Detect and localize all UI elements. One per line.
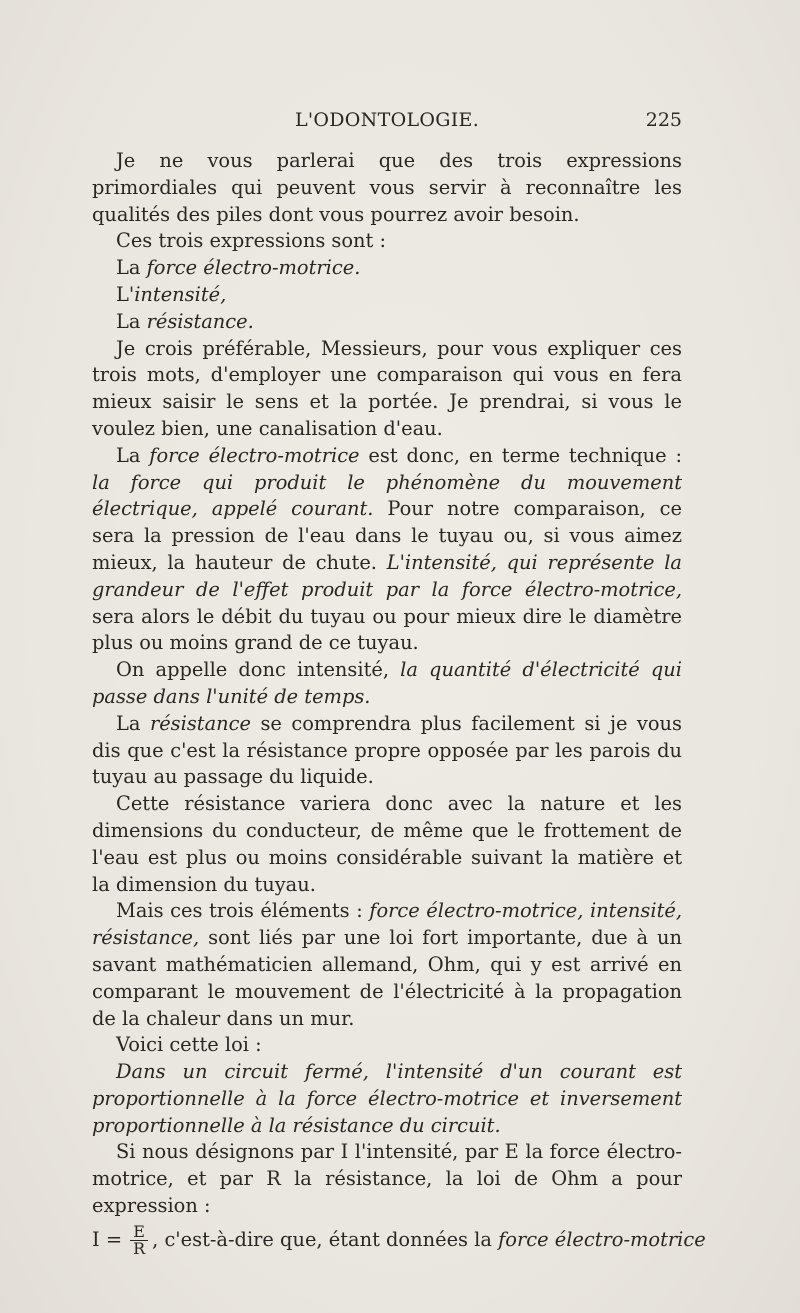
equation-continuation: , c'est-à-dire que, étant données la: [152, 1227, 492, 1251]
paragraph-resistance-variation: Cette résistance variera donc avec la nature et les dimensions du conducteur, de même que le frottement de l'eau est plus ou moins considérable suivant la matière et la dimension du tuyau.: [92, 792, 682, 896]
text-span: On appelle donc intensité,: [116, 658, 390, 682]
list-item-prefix: La: [116, 309, 141, 333]
list-item-term: résistance.: [146, 309, 254, 333]
equation-fraction: [130, 1221, 148, 1258]
paragraph-ohm: [92, 898, 682, 1032]
equation-term: force électro-motrice: [498, 1227, 706, 1251]
paragraph-ohms-law: [92, 1059, 682, 1139]
paragraph-expressions: Ces trois expressions sont :: [116, 229, 387, 253]
list-item-resistance: [92, 309, 682, 336]
text-span: La: [116, 443, 141, 467]
paragraph-notation: Si nous désignons par I l'intensité, par E la force électro-motrice, et par R la résistance, la loi de Ohm a pour expression :: [92, 1140, 682, 1218]
paragraph-intro: Je ne vous parlerai que des trois expressions primordiales qui peuvent vous servir à reconnaître les qualités des piles dont vous pourrez avoir besoin.: [92, 149, 682, 226]
definition-force: la force qui produit le phénomène du mouvement électrique, appelé courant.: [92, 470, 682, 521]
list-item-intensity: [92, 282, 682, 309]
list-item-term: intensité,: [134, 282, 227, 306]
fraction-numerator: E: [130, 1224, 148, 1241]
list-item-prefix: La: [116, 256, 141, 280]
list-item-force: [92, 255, 682, 282]
text-span: est donc, en terme technique :: [368, 443, 682, 467]
text-span: Mais ces trois éléments :: [116, 899, 363, 923]
running-title: L'ODONTOLOGIE.: [294, 109, 480, 131]
paragraph-law-intro: Voici cette loi :: [116, 1033, 262, 1057]
paragraph-resistance: [92, 711, 682, 791]
text-span: Pour notre comparaison, ce sera la pression de l'eau dans le tuyau ou, si vous aimez mieux, la hauteur de chute.: [92, 497, 682, 574]
text-span: La: [116, 711, 141, 735]
term-resistance: résistance: [149, 711, 251, 735]
text-span: sera alors le débit du tuyau ou pour mieux dire le diamètre plus ou moins grand de ce tuyau.: [92, 604, 682, 655]
equation-lhs: I =: [92, 1227, 123, 1251]
ohms-law-statement: Dans un circuit fermé, l'intensité d'un courant est proportionnelle à la force électro-motrice et inversement proportionnelle à la résistance du circuit.: [92, 1060, 682, 1137]
paragraph-intensity: [92, 657, 682, 711]
list-item-prefix: L': [116, 282, 135, 306]
text-span: sont liés par une loi fort importante, due à un savant mathématicien allemand, Ohm, qui y est arrivé en comparant le mouvement de l'électricité à la propagation de la chaleur dans un mur.: [92, 926, 682, 1030]
definition-intensity-unit: la quantité d'électricité qui passe dans l'unité de temps.: [92, 658, 682, 708]
body-text: [92, 148, 706, 1258]
page-number: 225: [645, 109, 682, 131]
text-span: se comprendra plus facilement si je vous dis que c'est la résistance propre opposée par les parois du tuyau au passage du liquide.: [92, 711, 683, 789]
definition-intensity: L'intensité, qui représente la grandeur de l'effet produit par la force électro-motrice,: [92, 550, 682, 601]
page-header: [92, 109, 682, 139]
fraction-denominator: R: [133, 1238, 146, 1258]
paragraph-comparison: Je crois préférable, Messieurs, pour vous expliquer ces trois mots, d'employer une comparaison qui vous en fera mieux saisir le sens et la portée. Je prendrai, si vous le voulez bien, une canalisation d'eau.: [92, 336, 682, 440]
paragraph-force-definition: [92, 443, 682, 657]
equation-line: [92, 1221, 706, 1258]
list-item-term: force électro-motrice.: [146, 256, 361, 280]
terms-three-elements: force électro-motrice, intensité, résistance,: [92, 899, 683, 950]
term-force: force électro-motrice: [149, 443, 360, 467]
